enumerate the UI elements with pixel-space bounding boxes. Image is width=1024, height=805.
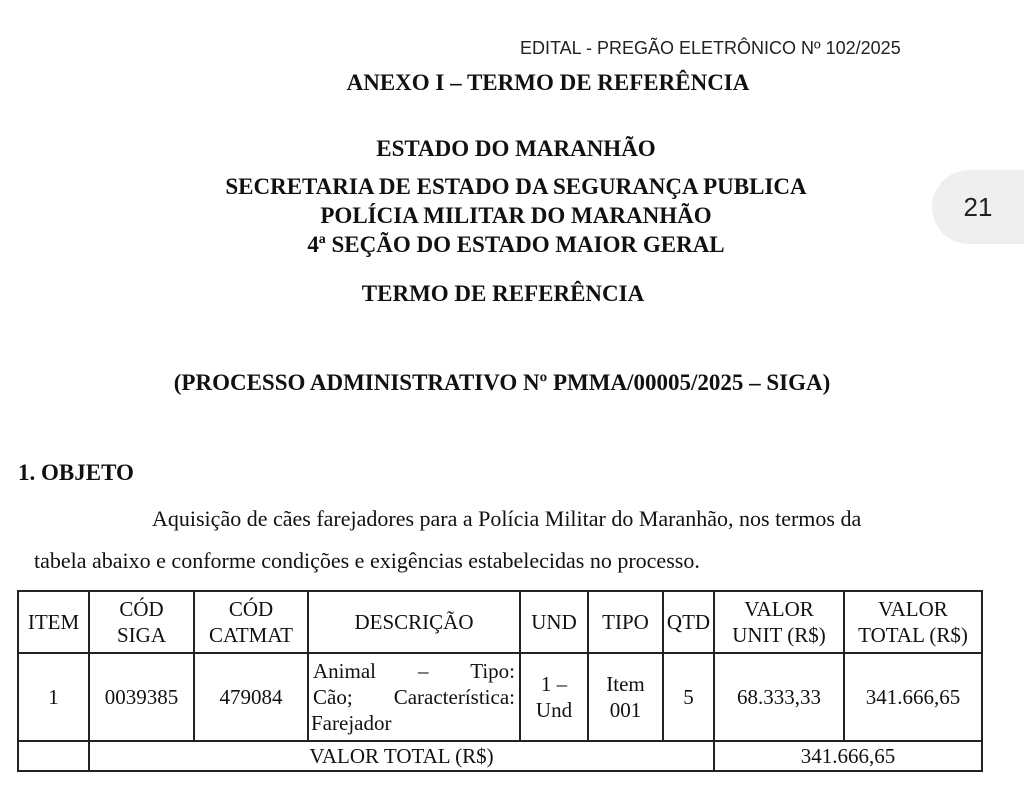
annex-title: ANEXO I – TERMO DE REFERÊNCIA: [346, 70, 750, 95]
cell-und: 1 – Und: [520, 653, 588, 741]
cell-tipo: Item 001: [588, 653, 663, 741]
table-row: [18, 653, 982, 741]
cell-cod-siga: 0039385: [89, 653, 194, 741]
header-cod-catmat: CÓD CATMAT: [194, 591, 308, 653]
section-heading: 1. OBJETO: [18, 460, 134, 485]
header-qtd: QTD: [663, 591, 714, 653]
section-name: 4ª SEÇÃO DO ESTADO MAIOR GERAL: [307, 232, 725, 257]
header-und: UND: [520, 591, 588, 653]
cell-valor-total: 341.666,65: [844, 653, 982, 741]
process-number: (PROCESSO ADMINISTRATIVO Nº PMMA/00005/2025 – SIGA): [173, 370, 831, 395]
total-label: VALOR TOTAL (R$): [89, 741, 714, 771]
items-table: [17, 590, 983, 772]
cell-qtd: 5: [663, 653, 714, 741]
header-item: ITEM: [18, 591, 89, 653]
header-valor-total: VALOR TOTAL (R$): [844, 591, 982, 653]
edital-header: EDITAL - PREGÃO ELETRÔNICO Nº 102/2025: [520, 38, 901, 58]
paragraph-line-1: Aquisição de cães farejadores para a Polícia Militar do Maranhão, nos termos da: [152, 506, 862, 531]
secretariat-name: SECRETARIA DE ESTADO DA SEGURANÇA PUBLICA: [225, 174, 807, 199]
state-name: ESTADO DO MARANHÃO: [376, 136, 656, 161]
cell-descricao: Animal – Tipo: Cão; Característica: Farejador: [308, 653, 520, 741]
header-valor-unit: VALOR UNIT (R$): [714, 591, 844, 653]
header-tipo: TIPO: [588, 591, 663, 653]
table-total-row: [18, 741, 982, 771]
cell-cod-catmat: 479084: [194, 653, 308, 741]
page-number-badge: 21: [932, 170, 1024, 244]
total-empty-cell: [18, 741, 89, 771]
cell-item: 1: [18, 653, 89, 741]
police-name: POLÍCIA MILITAR DO MARANHÃO: [320, 203, 712, 228]
header-descricao: DESCRIÇÃO: [308, 591, 520, 653]
header-cod-siga: CÓD SIGA: [89, 591, 194, 653]
total-value: 341.666,65: [714, 741, 982, 771]
paragraph-line-2: tabela abaixo e conforme condições e exigências estabelecidas no processo.: [34, 548, 700, 573]
cell-valor-unit: 68.333,33: [714, 653, 844, 741]
table-header-row: [18, 591, 982, 653]
document-title: TERMO DE REFERÊNCIA: [361, 281, 645, 306]
